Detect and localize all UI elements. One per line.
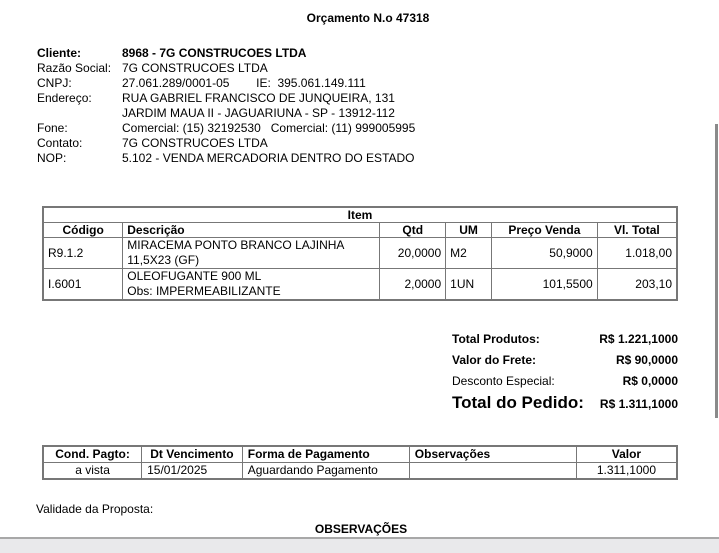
- col-dt-vencimento: Dt Vencimento: [142, 446, 243, 463]
- desconto-label: Desconto Especial:: [452, 374, 555, 388]
- table-row: [43, 463, 677, 480]
- cell-qtd: 20,0000: [380, 238, 446, 269]
- endereco-value-2: JARDIM MAUA II - JAGUARIUNA - SP - 13912-112: [122, 106, 395, 120]
- cell-valor: 1.311,1000: [576, 463, 677, 480]
- descricao-line-1: MIRACEMA PONTO BRANCO LAJINHA: [127, 238, 345, 252]
- cell-codigo: R9.1.2: [43, 238, 123, 269]
- items-table: [42, 206, 678, 301]
- descricao-line-2: 11,5X23 (GF): [127, 253, 200, 267]
- fone-row: [37, 121, 415, 136]
- descricao-line-2: Obs: IMPERMEABILIZANTE: [127, 284, 281, 298]
- col-vl-total: Vl. Total: [597, 223, 677, 238]
- razao-social-value: 7G CONSTRUCOES LTDA: [122, 61, 268, 75]
- items-group-header: Item: [43, 207, 677, 223]
- client-label: Cliente:: [37, 46, 82, 60]
- cell-descricao: [123, 238, 380, 269]
- cnpj-value: 27.061.289/0001-05 IE: 395.061.149.111: [122, 76, 366, 90]
- page-title: Orçamento N.o 47318: [306, 11, 430, 25]
- items-group-header-row: [43, 207, 677, 223]
- contato-row: [37, 136, 415, 151]
- col-preco-venda: Preço Venda: [492, 223, 598, 238]
- total-pedido-label: Total do Pedido:: [452, 393, 584, 412]
- cell-descricao: [123, 269, 380, 301]
- client-value: 8968 - 7G CONSTRUCOES LTDA: [122, 46, 307, 60]
- cell-forma: Aguardando Pagamento: [242, 463, 409, 480]
- vertical-scrollbar[interactable]: [715, 124, 718, 418]
- cell-um: 1UN: [446, 269, 492, 301]
- endereco-row-2: [37, 106, 415, 121]
- endereco-label-2: [37, 106, 122, 121]
- cell-obs: [409, 463, 576, 480]
- cell-codigo: I.6001: [43, 269, 123, 301]
- total-produtos-label: Total Produtos:: [452, 332, 540, 346]
- fone-value: Comercial: (15) 32192530 Comercial: (11) 999005995: [122, 121, 416, 135]
- cell-total: 203,10: [597, 269, 677, 301]
- desconto-row: [452, 374, 678, 393]
- descricao-line-1: OLEOFUGANTE 900 ML: [127, 269, 262, 283]
- col-qtd: Qtd: [380, 223, 446, 238]
- cell-vencimento: 15/01/2025: [142, 463, 243, 480]
- payment-header-row: [43, 446, 677, 463]
- endereco-value: RUA GABRIEL FRANCISCO DE JUNQUEIRA, 131: [122, 91, 395, 105]
- col-descricao: Descrição: [123, 223, 380, 238]
- observacoes-title: OBSERVAÇÕES: [314, 522, 408, 536]
- col-codigo: Código: [43, 223, 123, 238]
- contato-value: 7G CONSTRUCOES LTDA: [122, 136, 268, 150]
- cell-preco: 101,5500: [492, 269, 598, 301]
- frete-row: [452, 353, 678, 374]
- table-row: [43, 238, 677, 269]
- col-cond-pagto: Cond. Pagto:: [43, 446, 142, 463]
- table-row: [43, 269, 677, 301]
- validade-label: Validade da Proposta:: [36, 502, 154, 516]
- cell-preco: 50,9000: [492, 238, 598, 269]
- contato-label: Contato:: [37, 136, 83, 150]
- nop-row: [37, 151, 415, 166]
- nop-label: NOP:: [37, 151, 67, 165]
- client-info: [37, 46, 415, 166]
- cell-um: M2: [446, 238, 492, 269]
- endereco-row: [37, 91, 415, 106]
- fone-label: Fone:: [37, 121, 68, 135]
- razao-social-label: Razão Social:: [37, 61, 112, 75]
- total-pedido-value: R$ 1.311,1000: [599, 397, 678, 411]
- col-valor: Valor: [576, 446, 677, 463]
- total-produtos-value: R$ 1.221,1000: [599, 332, 678, 346]
- client-row: [37, 46, 415, 61]
- col-um: UM: [446, 223, 492, 238]
- total-produtos-row: [452, 332, 678, 353]
- endereco-label: Endereço:: [37, 91, 92, 105]
- nop-value: 5.102 - VENDA MERCADORIA DENTRO DO ESTADO: [122, 151, 415, 165]
- cell-qtd: 2,0000: [380, 269, 446, 301]
- col-observacoes: Observações: [409, 446, 576, 463]
- cnpj-row: [37, 76, 415, 91]
- frete-value: R$ 90,0000: [615, 353, 678, 367]
- total-pedido-row: [452, 393, 678, 413]
- items-header-row: [43, 223, 677, 238]
- desconto-value: R$ 0,0000: [622, 374, 678, 388]
- frete-label: Valor do Frete:: [452, 353, 537, 367]
- totals-block: [452, 332, 678, 413]
- cell-total: 1.018,00: [597, 238, 677, 269]
- col-forma-pagamento: Forma de Pagamento: [242, 446, 409, 463]
- payment-table: [42, 445, 678, 480]
- cell-cond: a vista: [43, 463, 142, 480]
- cnpj-label: CNPJ:: [37, 76, 72, 90]
- razao-social-row: [37, 61, 415, 76]
